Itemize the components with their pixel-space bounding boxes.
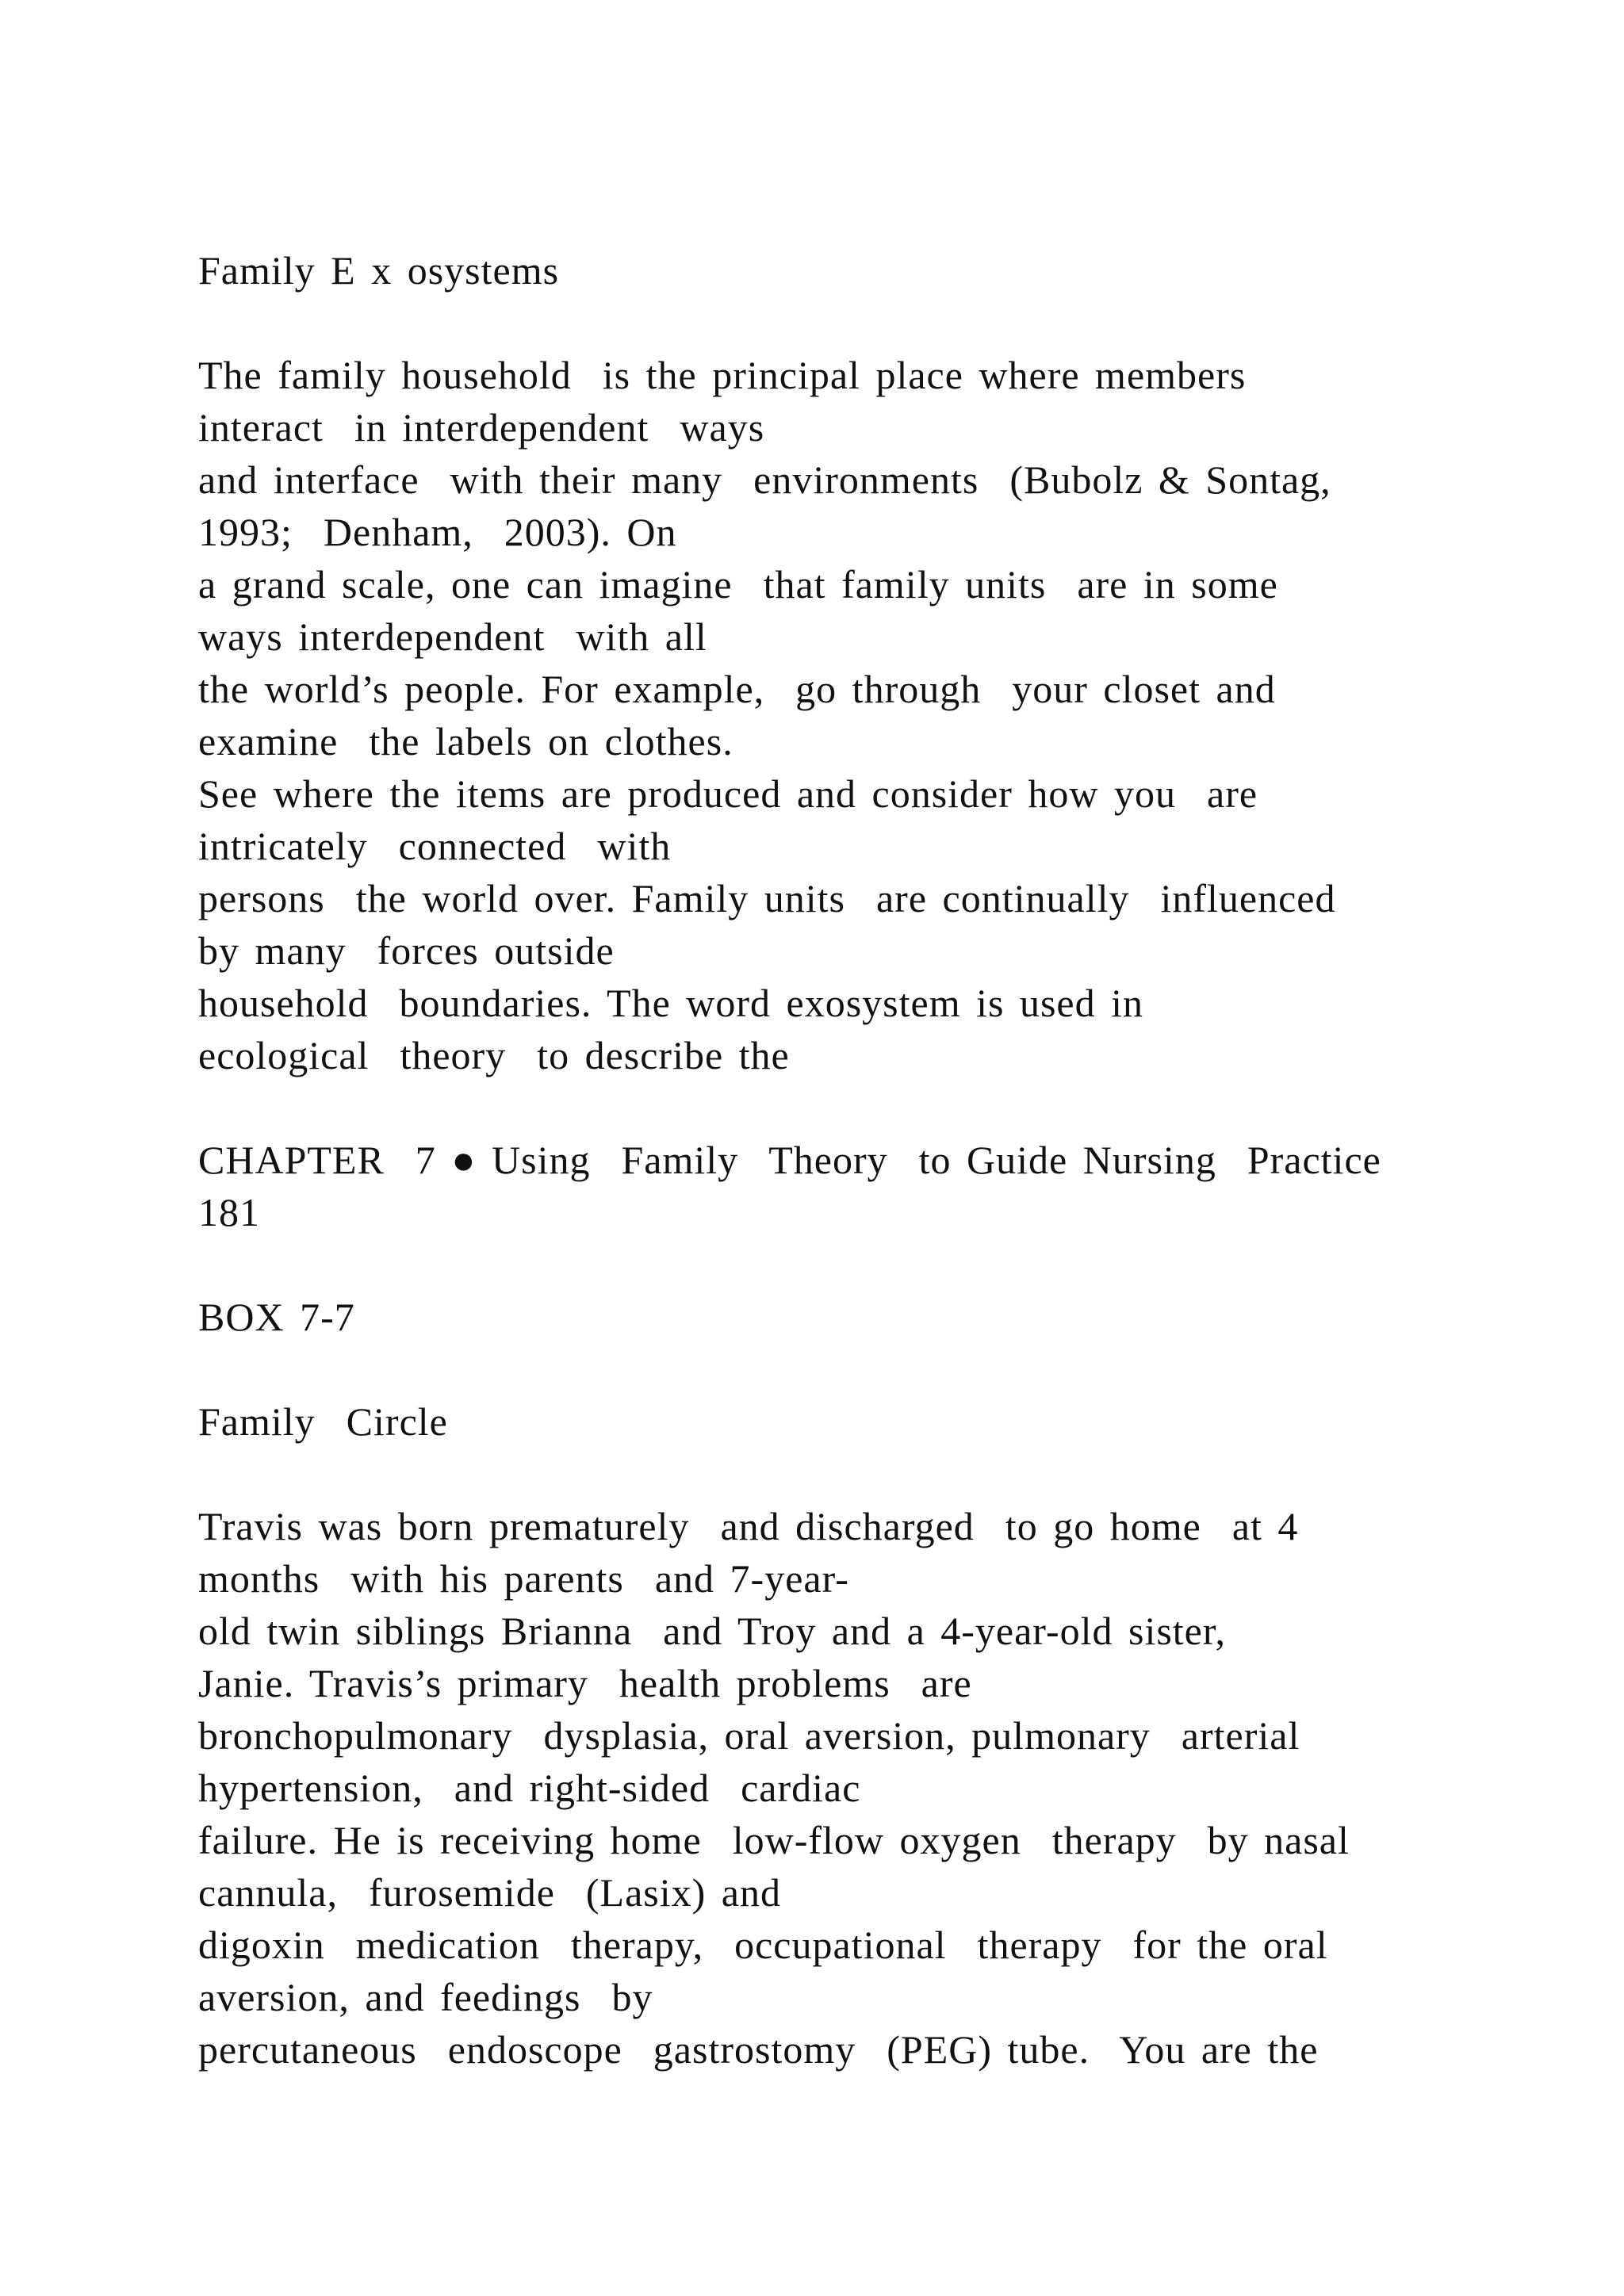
- paragraph-exosystems: [198, 349, 1435, 1081]
- spacer: [198, 1343, 1435, 1395]
- box-label: BOX 7-7: [198, 1295, 355, 1339]
- box-title: Family Circle: [198, 1399, 448, 1444]
- running-header: [198, 1134, 1435, 1238]
- paragraph-line: interact in interdependent ways: [198, 405, 765, 450]
- paragraph-line: Janie. Travis’s primary health problems are: [198, 1661, 972, 1705]
- paragraph-line: Travis was born prematurely and discharged to go home at 4: [198, 1504, 1299, 1548]
- paragraph-line: aversion, and feedings by: [198, 1975, 653, 2019]
- page-number: 181: [198, 1190, 260, 1234]
- paragraph-line: digoxin medication therapy, occupational therapy for the oral: [198, 1923, 1328, 1967]
- section-heading: Family E x osystems: [198, 248, 560, 293]
- paragraph-line: The family household is the principal place where members: [198, 353, 1247, 397]
- paragraph-line: hypertension, and right-sided cardiac: [198, 1766, 861, 1810]
- paragraph-line: failure. He is receiving home low-flow oxygen therapy by nasal: [198, 1818, 1350, 1862]
- paragraph-line: ecological theory to describe the: [198, 1033, 790, 1077]
- paragraph-line: and interface with their many environments (Bubolz & Sontag,: [198, 457, 1331, 502]
- spacer: [198, 1081, 1435, 1134]
- paragraph-line: bronchopulmonary dysplasia, oral aversion, pulmonary arterial: [198, 1713, 1300, 1758]
- spacer: [198, 297, 1435, 349]
- paragraph-line: percutaneous endoscope gastrostomy (PEG) tube. You are the: [198, 2027, 1319, 2072]
- paragraph-line: months with his parents and 7-year-: [198, 1556, 849, 1601]
- spacer: [198, 1238, 1435, 1291]
- paragraph-line: cannula, furosemide (Lasix) and: [198, 1870, 781, 1915]
- paragraph-line: persons the world over. Family units are continually influenced: [198, 876, 1336, 920]
- paragraph-line: household boundaries. The word exosystem is used in: [198, 981, 1143, 1025]
- paragraph-line: intricately connected with: [198, 824, 672, 868]
- document-page: [198, 244, 1435, 2076]
- paragraph-line: by many forces outside: [198, 928, 615, 973]
- paragraph-line: 1993; Denham, 2003). On: [198, 510, 677, 554]
- paragraph-line: ways interdependent with all: [198, 614, 707, 659]
- spacer: [198, 1448, 1435, 1500]
- paragraph-line: examine the labels on clothes.: [198, 719, 733, 763]
- paragraph-line: See where the items are produced and consider how you are: [198, 771, 1258, 816]
- paragraph-line: the world’s people. For example, go through your closet and: [198, 667, 1276, 711]
- paragraph-line: a grand scale, one can imagine that family units are in some: [198, 562, 1278, 607]
- paragraph-case-study: [198, 1500, 1435, 2076]
- paragraph-line: old twin siblings Brianna and Troy and a 4-year-old sister,: [198, 1609, 1227, 1653]
- running-header-title: CHAPTER 7 ● Using Family Theory to Guide Nursing Practice: [198, 1138, 1381, 1182]
